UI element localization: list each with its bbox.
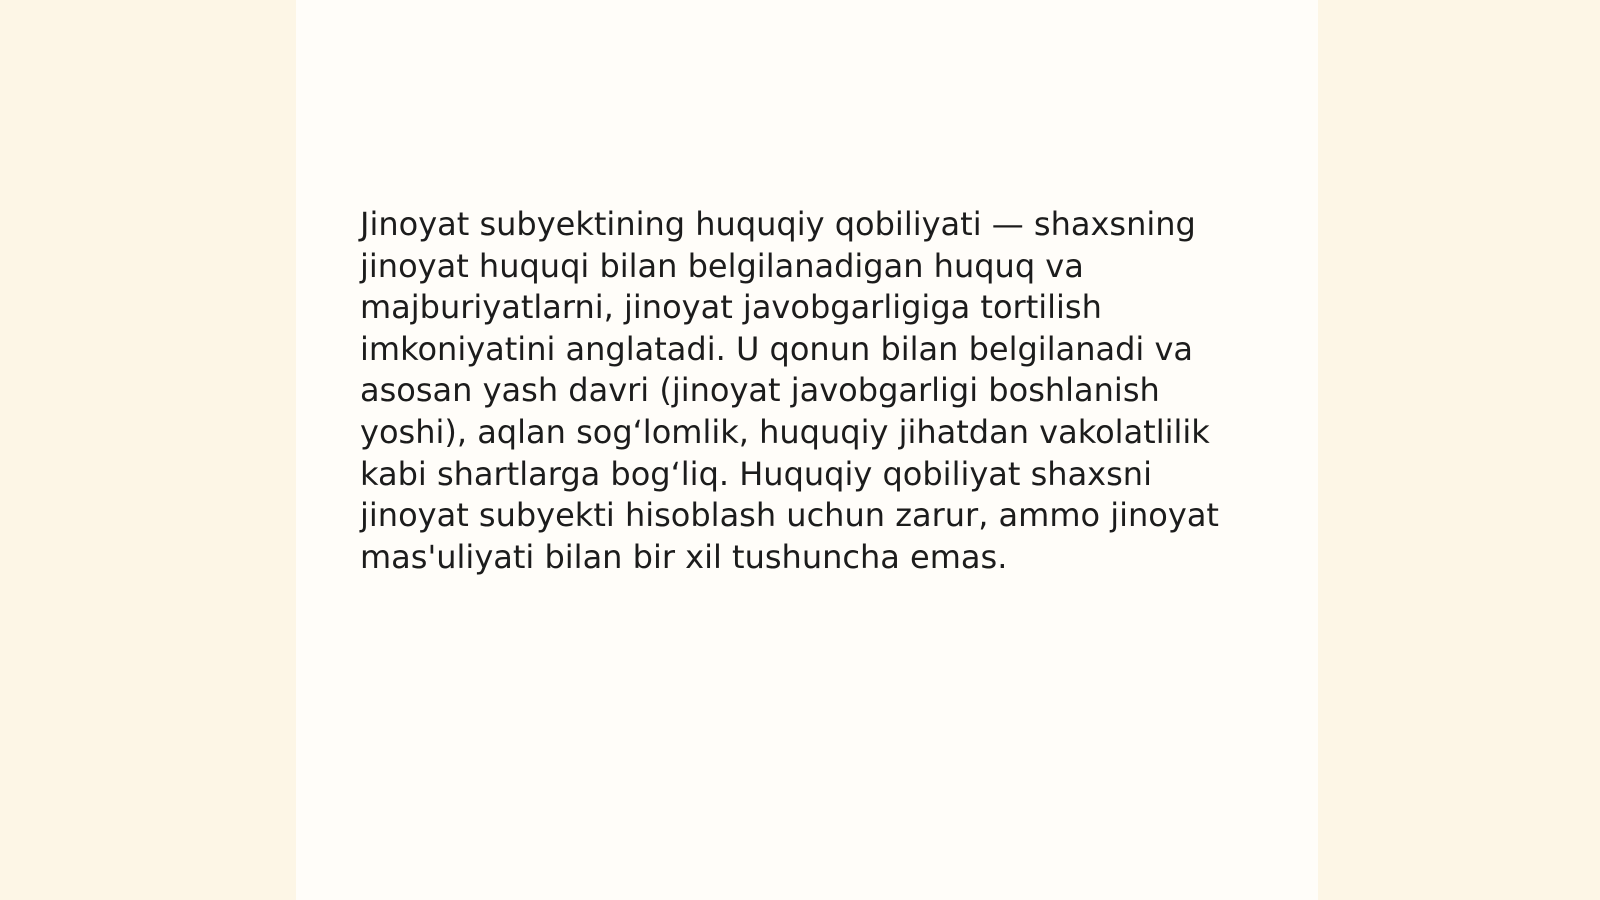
slide-canvas bbox=[296, 0, 1318, 900]
right-margin bbox=[1318, 0, 1600, 900]
left-margin bbox=[0, 0, 296, 900]
slide-body-text: Jinoyat subyektining huquqiy qobiliyati — shaxsning jinoyat huquqi bilan belgilanadigan huquq va majburiyatlarni, jinoyat javobgarligiga tortilish imkoniyatini anglatadi. U qonun bilan belgilanadi va asosan yash davri (jinoyat javobgarligi boshlanish yoshi), aqlan sog‘lomlik, huquqiy jihatdan vakolatlilik kabi shartlarga bog‘liq. Huquqiy qobiliyat shaxsni jinoyat subyekti hisoblash uchun zarur, ammo jinoyat mas'uliyati bilan bir xil tushuncha emas. bbox=[360, 205, 1219, 576]
